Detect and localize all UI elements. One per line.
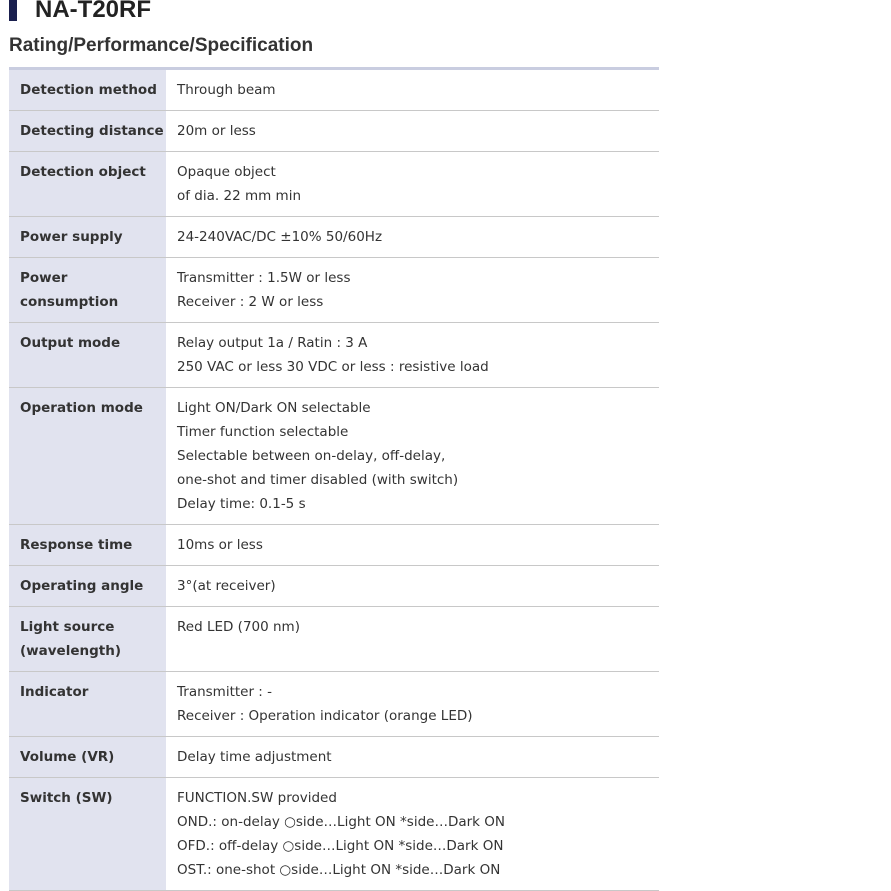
spec-label [9, 258, 166, 323]
spec-label [9, 566, 166, 607]
spec-label-line: Power supply [20, 229, 123, 245]
section-title: Rating/Performance/Specification [9, 35, 314, 56]
spec-value-line: Delay time adjustment [177, 749, 332, 765]
spec-value [166, 566, 659, 607]
spec-label-line: Power [20, 270, 68, 286]
spec-label-line: Light source [20, 619, 115, 635]
spec-row [9, 217, 659, 258]
spec-value-line: Delay time: 0.1-5 s [177, 496, 306, 512]
spec-value-line: Red LED (700 nm) [177, 619, 300, 635]
spec-value [166, 672, 659, 737]
spec-row [9, 388, 659, 525]
spec-label-line: Response time [20, 537, 133, 553]
spec-value-line: 24-240VAC/DC ±10% 50/60Hz [177, 229, 383, 245]
spec-value [166, 69, 659, 111]
spec-row [9, 525, 659, 566]
spec-label-line: Indicator [20, 684, 89, 700]
spec-value [166, 388, 659, 525]
spec-label [9, 152, 166, 217]
spec-value [166, 607, 659, 672]
spec-row [9, 69, 659, 111]
spec-row [9, 566, 659, 607]
spec-value-line: 10ms or less [177, 537, 263, 553]
spec-label [9, 217, 166, 258]
spec-row [9, 607, 659, 672]
spec-label [9, 323, 166, 388]
spec-value-line: Receiver : Operation indicator (orange LED) [177, 708, 473, 724]
spec-value-line: OND.: on-delay ○side…Light ON *side…Dark ON [177, 814, 506, 830]
spec-label [9, 525, 166, 566]
spec-label-line: Operation mode [20, 400, 143, 416]
spec-row [9, 152, 659, 217]
spec-label-line: Volume (VR) [20, 749, 115, 765]
spec-label [9, 388, 166, 525]
product-title [9, 0, 151, 25]
spec-value-line: Transmitter : 1.5W or less [177, 270, 351, 286]
spec-table [9, 67, 659, 891]
product-title-text: NA-T20RF [35, 0, 152, 23]
spec-value [166, 217, 659, 258]
spec-label-line: Detecting distance [20, 123, 164, 139]
spec-value-line: Relay output 1a / Ratin : 3 A [177, 335, 368, 351]
spec-label-line: Switch (SW) [20, 790, 113, 806]
spec-label [9, 69, 166, 111]
spec-value-line: Receiver : 2 W or less [177, 294, 324, 310]
spec-label [9, 607, 166, 672]
spec-label [9, 672, 166, 737]
spec-row [9, 111, 659, 152]
spec-value [166, 525, 659, 566]
spec-value-line: Through beam [177, 82, 276, 98]
spec-value-line: one-shot and timer disabled (with switch) [177, 472, 459, 488]
spec-value-line: OST.: one-shot ○side…Light ON *side…Dark ON [177, 862, 501, 878]
spec-value-line: FUNCTION.SW provided [177, 790, 337, 806]
spec-value-line: OFD.: off-delay ○side…Light ON *side…Dark ON [177, 838, 504, 854]
spec-value [166, 152, 659, 217]
spec-label-line: Operating angle [20, 578, 144, 594]
spec-value-line: Opaque object [177, 164, 276, 180]
spec-label-line: Detection object [20, 164, 146, 180]
spec-value-line: of dia. 22 mm min [177, 188, 301, 204]
spec-label-line: (wavelength) [20, 643, 121, 659]
spec-value [166, 111, 659, 152]
spec-value [166, 323, 659, 388]
spec-value-line: 20m or less [177, 123, 256, 139]
spec-row [9, 672, 659, 737]
spec-label-line: consumption [20, 294, 119, 310]
spec-label [9, 111, 166, 152]
spec-value-line: Transmitter : - [177, 684, 273, 700]
spec-label [9, 737, 166, 778]
spec-row [9, 258, 659, 323]
spec-value-line: Timer function selectable [177, 424, 349, 440]
spec-value-line: Selectable between on-delay, off-delay, [177, 448, 446, 464]
spec-row [9, 323, 659, 388]
spec-label-line: Detection method [20, 82, 157, 98]
spec-value [166, 258, 659, 323]
spec-value-line: 3°(at receiver) [177, 578, 276, 594]
spec-row [9, 737, 659, 778]
title-accent-bar [9, 0, 17, 21]
spec-value-line: Light ON/Dark ON selectable [177, 400, 371, 416]
spec-value [166, 737, 659, 778]
spec-value-line: 250 VAC or less 30 VDC or less : resistive load [177, 359, 489, 375]
spec-label-line: Output mode [20, 335, 121, 351]
